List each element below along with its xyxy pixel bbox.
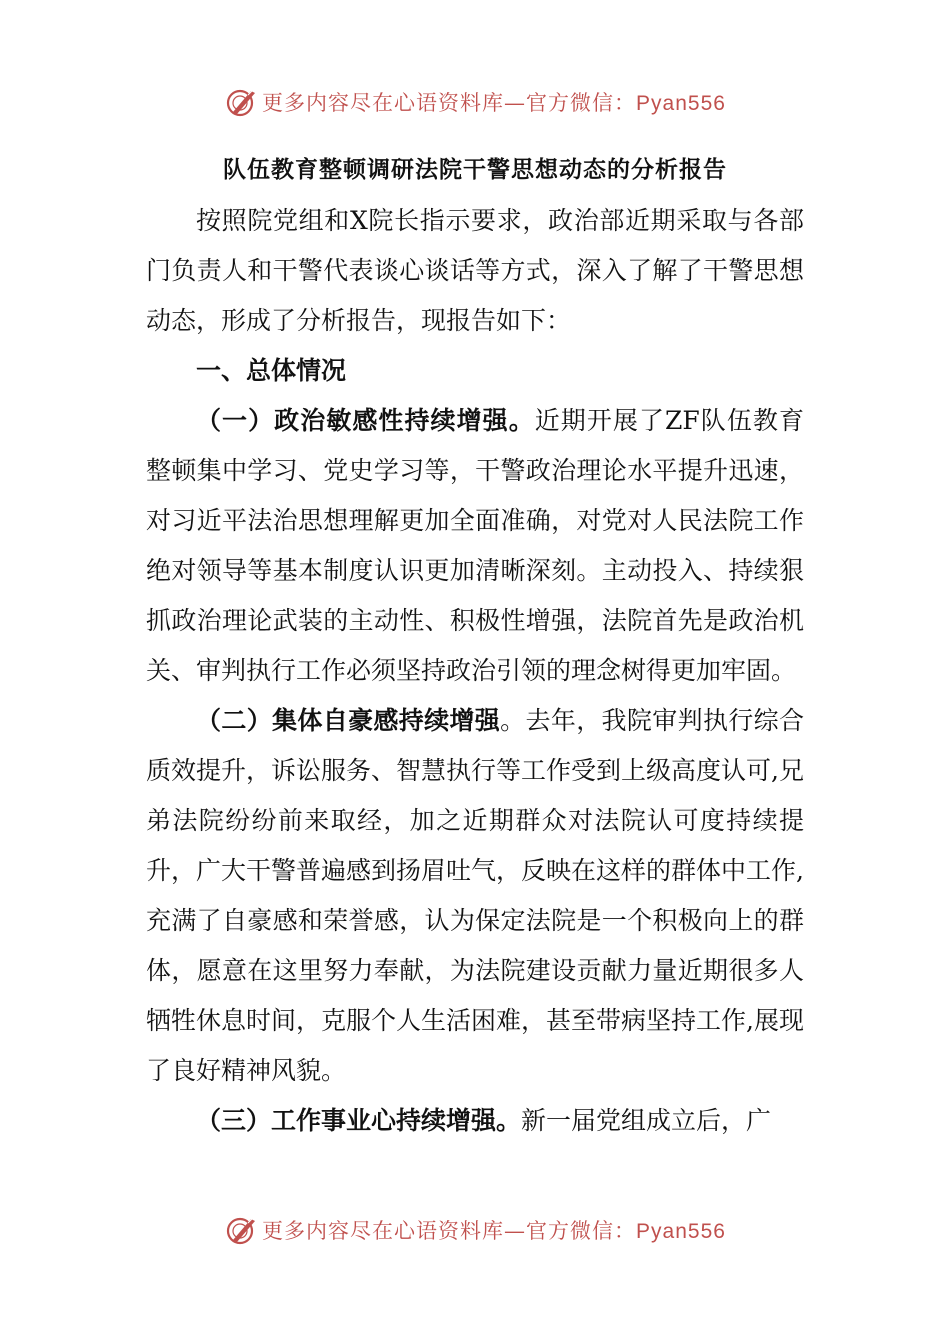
item-lead-1: （一）政治敏感性持续增强。	[196, 406, 535, 435]
intro-paragraph: 按照院党组和X院长指示要求，政治部近期采取与各部门负责人和干警代表谈心谈话等方式，深入了解了干警思想动态，形成了分析报告，现报告如下：	[146, 206, 804, 335]
section-heading: 一、总体情况	[196, 356, 347, 385]
watermark-banner-top	[0, 82, 950, 122]
item-body-3: 新一届党组成立后，广	[521, 1106, 772, 1135]
document-title: 队伍教育整顿调研法院干警思想动态的分析报告	[223, 156, 727, 183]
pen-nib-circle-icon	[224, 1213, 258, 1247]
wechat-id: Pyan556	[636, 1220, 726, 1243]
item-paragraph-2	[146, 696, 804, 1096]
item-paragraph-3	[146, 1096, 804, 1146]
item-body-2: 。去年，我院审判执行综合质效提升，诉讼服务、智慧执行等工作受到上级高度认可,兄弟法院纷纷前来取经，加之近期群众对法院认可度持续提升，广大干警普遍感到扬眉吐气，反映在这样的群体中工作,充满了自豪感和荣誉感，认为保定法院是一个积极向上的群体，愿意在这里努力奉献，为法院建设贡献力量近期很多人牺牲休息时间，克服个人生活困难，甚至带病坚持工作,展现了良好精神风貌。	[146, 706, 804, 1085]
document-body	[146, 196, 804, 1146]
item-paragraph-1	[146, 396, 804, 696]
pen-nib-circle-icon	[224, 85, 258, 119]
item-lead-3: （三）工作事业心持续增强。	[196, 1106, 522, 1135]
watermark-banner-bottom	[0, 1210, 950, 1250]
watermark-text: 更多内容尽在心语资料库—官方微信：Pyan556	[262, 91, 726, 115]
watermark-text: 更多内容尽在心语资料库—官方微信：Pyan556	[262, 1219, 726, 1243]
item-lead-2: （二）集体自豪感持续增强	[196, 706, 501, 735]
item-body-1: 近期开展了ZF队伍教育整顿集中学习、党史学习等，干警政治理论水平提升迅速，对习近平法治思想理解更加全面准确，对党对人民法院工作绝对领导等基本制度认识更加清晰深刻。主动投入、持续狠抓政治理论武装的主动性、积极性增强，法院首先是政治机关、审判执行工作必须坚持政治引领的理念树得更加牢固。	[146, 406, 804, 685]
wechat-id: Pyan556	[636, 92, 726, 115]
